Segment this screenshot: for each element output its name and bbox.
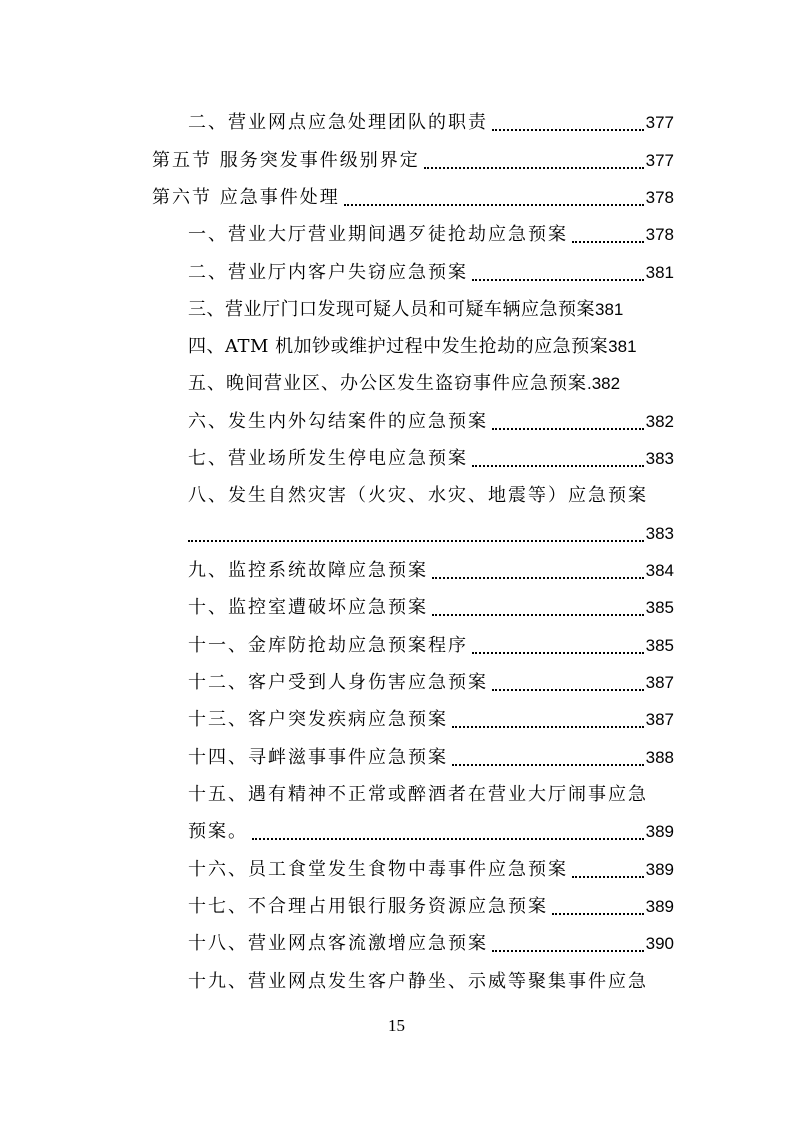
toc-entry-continuation[interactable] — [188, 813, 674, 843]
dot-leader — [344, 204, 644, 206]
dot-leader — [552, 913, 644, 915]
toc-entry-title: 十三、客户突发疾病应急预案 — [188, 709, 448, 730]
toc-entry-page: 384 — [645, 561, 674, 580]
toc-entry[interactable] — [188, 104, 674, 134]
toc-entry-title: 四、ATM 机加钞或维护过程中发生抢劫的应急预案 — [188, 336, 609, 357]
toc-entry-page: 383 — [645, 524, 674, 543]
toc-entry[interactable] — [188, 776, 674, 806]
toc-entry-title: 五、晚间营业区、办公区发生盗窃事件应急预案 — [188, 373, 587, 394]
toc-entry-title: 七、营业场所发生停电应急预案 — [188, 448, 468, 469]
dot-leader — [572, 876, 644, 878]
toc-entry-title: 预案。 — [188, 821, 248, 842]
dot-leader — [492, 129, 644, 131]
toc-entry-title: 二、营业网点应急处理团队的职责 — [188, 112, 488, 133]
toc-entry-title: 六、发生内外勾结案件的应急预案 — [188, 411, 488, 432]
toc-entry[interactable] — [188, 440, 674, 470]
toc-entry-page: 385 — [645, 636, 674, 655]
dot-leader — [452, 764, 644, 766]
toc-entry-title: 十五、遇有精神不正常或醉酒者在营业大厅闹事应急 — [188, 784, 648, 805]
toc-entry[interactable] — [188, 365, 674, 395]
toc-entry-title: 十九、营业网点发生客户静坐、示威等聚集事件应急 — [188, 971, 648, 992]
page-number: 15 — [388, 1016, 405, 1035]
toc-entry[interactable] — [188, 589, 674, 619]
toc-entry-page: 381 — [645, 263, 674, 282]
toc-entry-title: 十八、营业网点客流激增应急预案 — [188, 933, 488, 954]
dot-leader — [472, 465, 644, 467]
toc-entry-title: 第六节 应急事件处理 — [152, 187, 340, 208]
toc-entry-page: .382 — [587, 374, 621, 393]
toc-entry-page: 377 — [645, 113, 674, 132]
toc-entry-page: 389 — [645, 822, 674, 841]
toc-entry-title: 三、营业厅门口发现可疑人员和可疑车辆应急预案 — [188, 299, 595, 320]
toc-entry-continuation[interactable] — [188, 515, 674, 545]
toc-entry-page: 377 — [645, 151, 674, 170]
toc-entry[interactable] — [188, 739, 674, 769]
toc-entry-page: 387 — [645, 673, 674, 692]
toc-entry-page: 378 — [645, 225, 674, 244]
toc-entry-page: 388 — [645, 748, 674, 767]
toc-entry-title: 十二、客户受到人身伤害应急预案 — [188, 672, 488, 693]
toc-entry-page: 387 — [645, 710, 674, 729]
dot-leader — [452, 726, 644, 728]
toc-entry-title: 十六、员工食堂发生食物中毒事件应急预案 — [188, 859, 568, 880]
dot-leader — [252, 838, 644, 840]
toc-entry[interactable] — [188, 627, 674, 657]
toc-entry[interactable] — [188, 963, 674, 993]
toc-entry-title: 十一、金库防抢劫应急预案程序 — [188, 635, 468, 656]
dot-leader — [472, 279, 644, 281]
toc-entry-title: 十七、不合理占用银行服务资源应急预案 — [188, 896, 548, 917]
dot-leader — [432, 577, 644, 579]
toc-entry[interactable] — [188, 328, 685, 358]
dot-leader — [432, 614, 644, 616]
toc-entry[interactable] — [188, 888, 674, 918]
toc-entry-page: 390 — [645, 934, 674, 953]
toc-entry-title: 十、监控室遭破坏应急预案 — [188, 597, 428, 618]
dot-leader — [492, 428, 644, 430]
toc-entry[interactable] — [188, 403, 674, 433]
toc-entry[interactable] — [188, 925, 674, 955]
dot-leader — [492, 950, 644, 952]
toc-entry[interactable] — [188, 291, 685, 321]
toc-entry-title: 第五节 服务突发事件级别界定 — [152, 150, 420, 171]
dot-leader — [492, 689, 644, 691]
toc-entry-title: 九、监控系统故障应急预案 — [188, 560, 428, 581]
toc-entry[interactable] — [188, 701, 674, 731]
toc-entry-page: 382 — [645, 412, 674, 431]
toc-entry[interactable] — [152, 142, 674, 172]
toc-entry-title: 十四、寻衅滋事事件应急预案 — [188, 747, 448, 768]
toc-entry[interactable] — [188, 254, 674, 284]
dot-leader — [424, 167, 644, 169]
dot-leader — [472, 652, 644, 654]
toc-entry-page: 389 — [645, 860, 674, 879]
dot-leader — [188, 540, 644, 542]
toc-entry-page: 385 — [645, 598, 674, 617]
toc-entry[interactable] — [188, 664, 674, 694]
toc-entry-title: 一、营业大厅营业期间遇歹徒抢劫应急预案 — [188, 224, 568, 245]
toc-entry-page: 389 — [645, 897, 674, 916]
toc-entry[interactable] — [188, 851, 674, 881]
dot-leader — [572, 241, 644, 243]
toc-entry-title: 八、发生自然灾害（火灾、水灾、地震等）应急预案 — [188, 485, 648, 506]
toc-entry[interactable] — [188, 216, 674, 246]
toc-entry-page: 381 — [608, 337, 637, 356]
toc-entry-page: 381 — [595, 300, 624, 319]
toc-entry[interactable] — [188, 552, 674, 582]
toc-entry-page: 378 — [645, 188, 674, 207]
toc-entry-title: 二、营业厅内客户失窃应急预案 — [188, 262, 468, 283]
toc-entry[interactable] — [188, 477, 674, 507]
toc-entry[interactable] — [152, 179, 674, 209]
toc-entry-page: 383 — [645, 449, 674, 468]
